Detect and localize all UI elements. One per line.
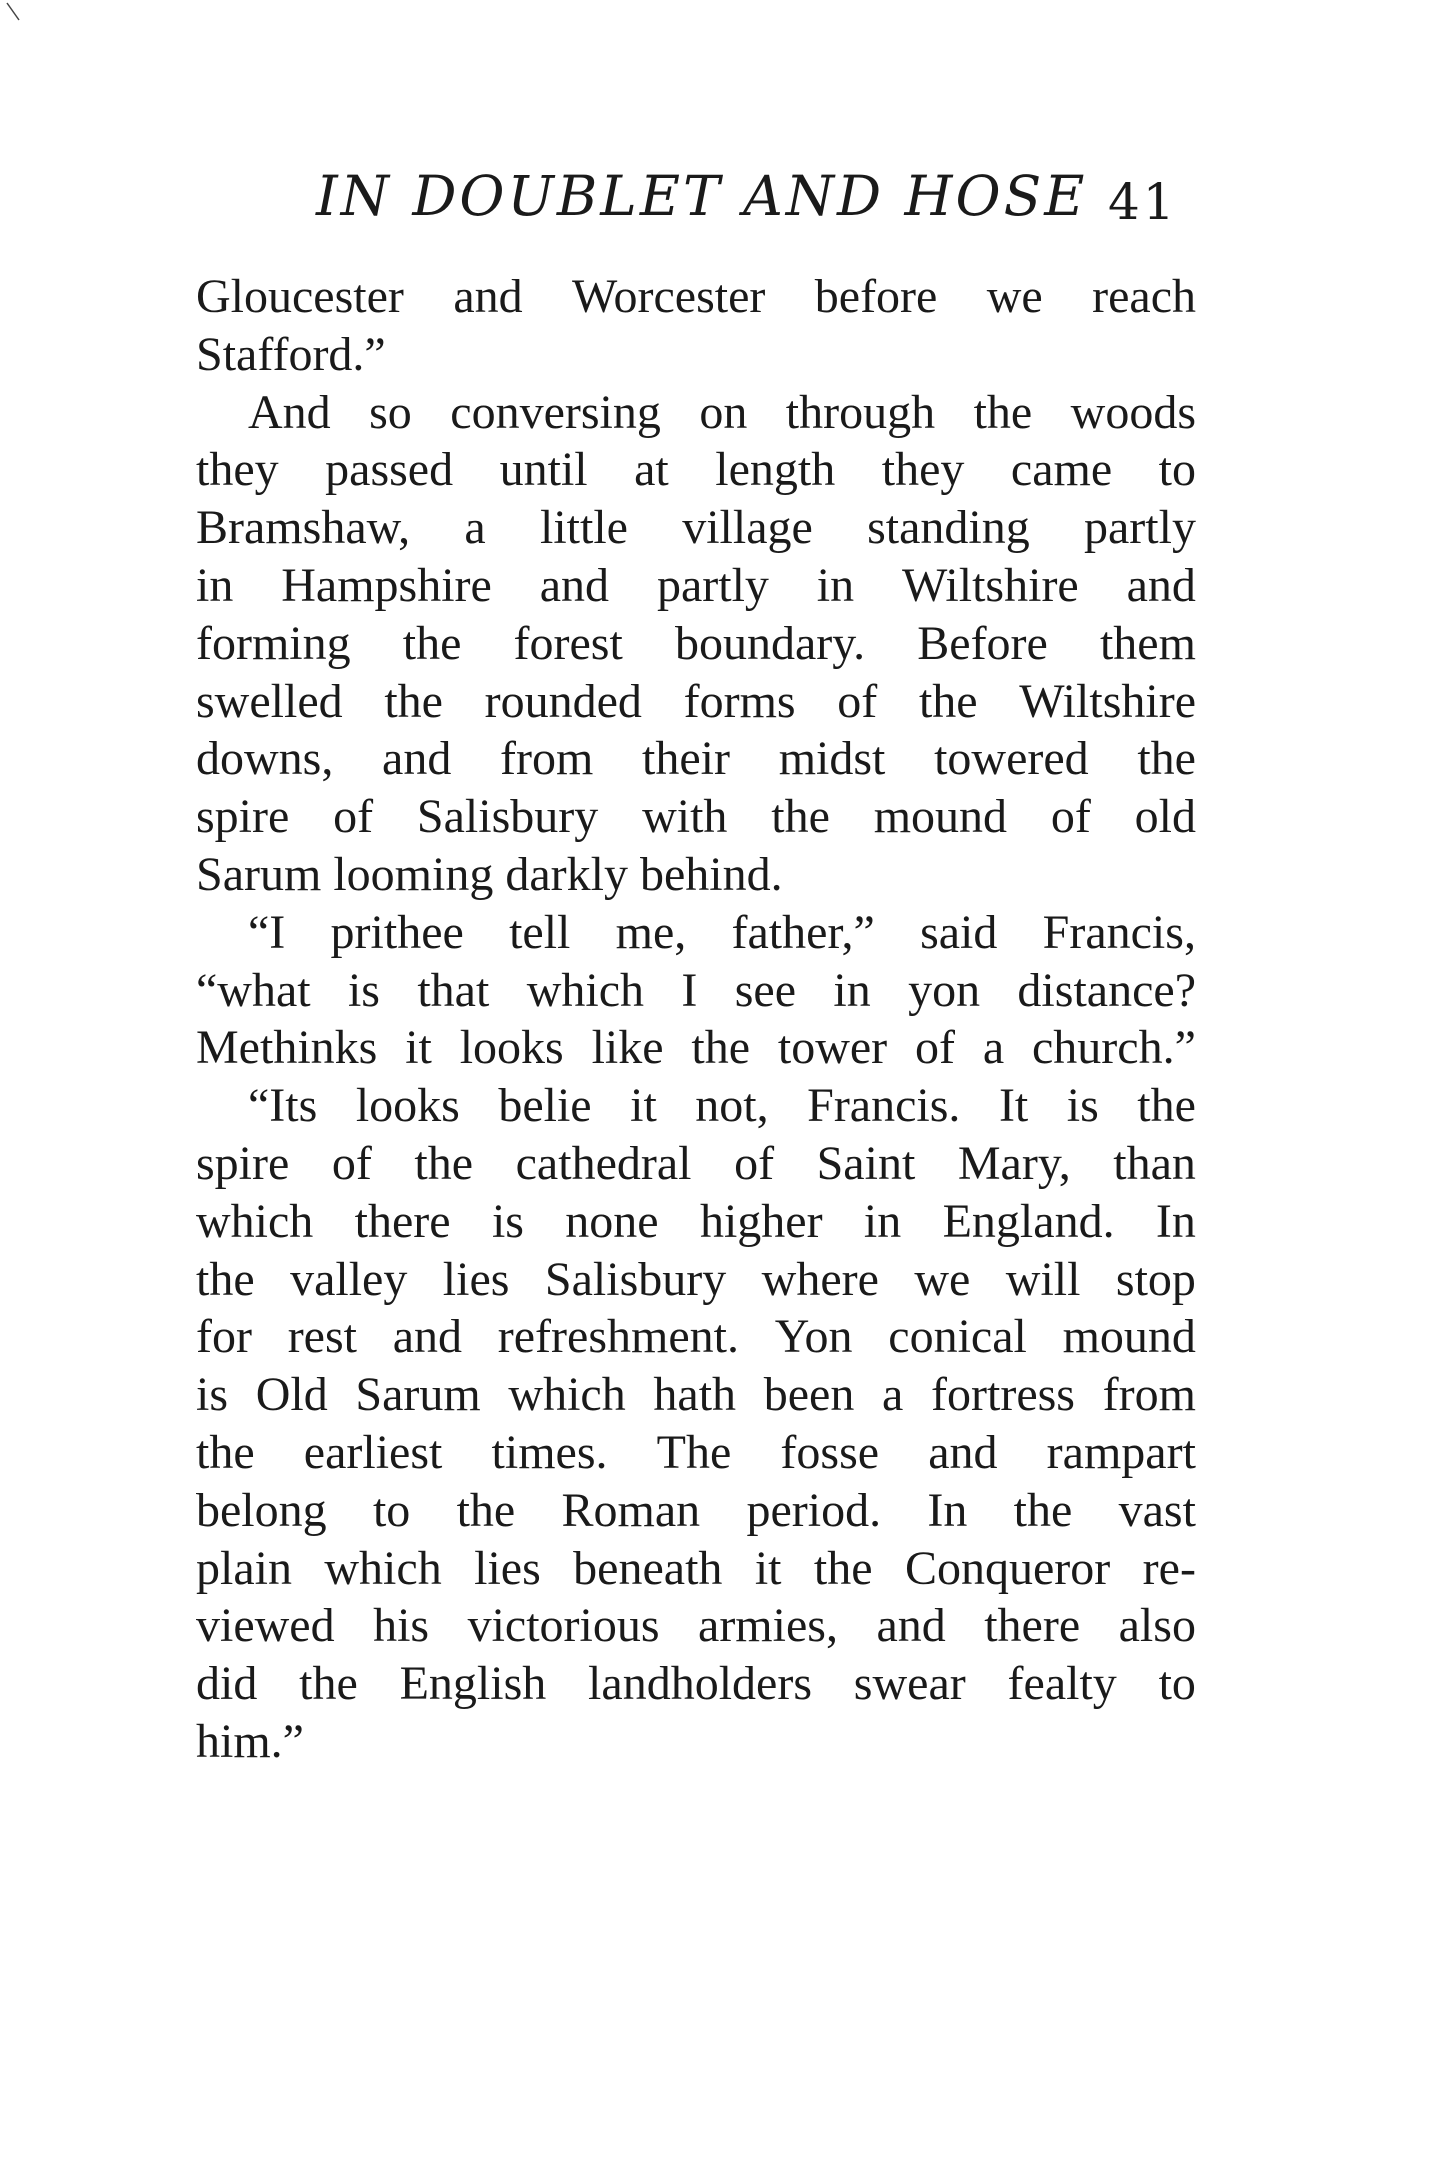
running-head (196, 160, 1196, 232)
text-line (196, 1193, 1196, 1251)
word: will (1005, 1252, 1081, 1306)
word: old (1134, 790, 1196, 844)
word: said (920, 905, 998, 959)
word: in (196, 558, 234, 612)
text-line (196, 1366, 1196, 1424)
word: spire (196, 1136, 290, 1190)
word: with (642, 790, 728, 844)
word: there (984, 1599, 1081, 1653)
word: their (642, 732, 730, 786)
word: Wiltshire (902, 558, 1079, 612)
scan-corner-mark (4, 0, 24, 22)
word: mound (873, 790, 1008, 844)
word: forest (513, 616, 623, 670)
word: we (986, 270, 1043, 323)
word: Salisbury (544, 1252, 727, 1306)
word: is (196, 1368, 229, 1422)
word: the (414, 1136, 474, 1190)
word: swelled (196, 674, 343, 728)
word: conversing (450, 385, 661, 439)
word: from (500, 732, 594, 786)
word: they (881, 443, 965, 497)
word: Worcester (572, 270, 766, 323)
word: it (405, 1021, 432, 1075)
word: vast (1118, 1483, 1196, 1537)
word: until (499, 443, 588, 497)
word: to (1158, 443, 1196, 497)
word: me, (615, 905, 687, 959)
page-number: 41 (1108, 173, 1178, 231)
word: looks (459, 1021, 564, 1075)
word: “Its (248, 1079, 318, 1133)
word: which (508, 1368, 626, 1422)
word: which (324, 1541, 442, 1595)
word: forming (196, 616, 351, 670)
word: in (833, 963, 871, 1017)
word: the (384, 674, 443, 728)
word: Gloucester (196, 270, 404, 323)
word: distance? (1017, 963, 1196, 1017)
word: woods (1070, 385, 1196, 439)
word: of (331, 1136, 372, 1190)
word: not, (695, 1079, 769, 1133)
text-line (196, 326, 1196, 384)
word: the (973, 385, 1033, 439)
text-line (196, 268, 1196, 326)
word: Yon (774, 1310, 853, 1364)
word: the (813, 1541, 873, 1595)
word: stop (1115, 1252, 1196, 1306)
text-line (196, 1655, 1196, 1713)
word: I (681, 963, 698, 1017)
word: Sarum (196, 847, 322, 901)
word: before (814, 270, 938, 323)
word: in (816, 558, 855, 612)
word: the (456, 1483, 516, 1537)
word: the (299, 1657, 358, 1711)
word: than (1113, 1136, 1196, 1190)
word: little (539, 501, 628, 555)
word: Roman (561, 1483, 701, 1537)
word: and (382, 732, 452, 786)
text-line (196, 1597, 1196, 1655)
word: where (761, 1252, 879, 1306)
word: and (928, 1425, 998, 1479)
word: for (196, 1310, 252, 1364)
word: the (691, 1021, 751, 1075)
word: landholders (588, 1657, 812, 1711)
word: hath (653, 1368, 737, 1422)
word: fortress (931, 1368, 1075, 1422)
text-line (196, 441, 1196, 499)
word: rest (287, 1310, 357, 1364)
word: it (630, 1079, 657, 1133)
word: is (491, 1194, 524, 1248)
word: looming (333, 847, 494, 901)
word: father,” (731, 905, 875, 959)
word: And (248, 385, 331, 439)
word: In (927, 1483, 968, 1537)
word: Conqueror (904, 1541, 1111, 1595)
text-line (196, 1251, 1196, 1309)
word: in (863, 1194, 902, 1248)
text-line (196, 1019, 1196, 1077)
text-line (196, 1424, 1196, 1482)
word: standing (867, 501, 1030, 555)
word: Stafford.” (196, 327, 386, 381)
word: rampart (1046, 1425, 1196, 1479)
word: them (1099, 616, 1196, 670)
word: victorious (467, 1599, 660, 1653)
word: from (1102, 1368, 1196, 1422)
body-text (196, 268, 1196, 1771)
word: swear (853, 1657, 966, 1711)
word: period. (746, 1483, 882, 1537)
text-line (196, 730, 1196, 788)
word: England. (942, 1194, 1115, 1248)
text-line (196, 1713, 1196, 1771)
word: of (915, 1021, 955, 1075)
word: partly (1084, 501, 1196, 555)
word: viewed (196, 1599, 335, 1653)
text-line (196, 788, 1196, 846)
word: times. (491, 1425, 608, 1479)
text-line (196, 615, 1196, 673)
word: prithee (330, 905, 464, 959)
text-line (196, 962, 1196, 1020)
text-line (196, 904, 1196, 962)
word: Old (255, 1368, 328, 1422)
word: which (526, 963, 644, 1017)
word: towered (934, 732, 1089, 786)
word: came (1010, 443, 1113, 497)
word: midst (778, 732, 886, 786)
text-line (196, 1540, 1196, 1598)
word: to (372, 1483, 411, 1537)
text-line (196, 673, 1196, 731)
word: of (734, 1136, 775, 1190)
word: the (918, 674, 978, 728)
word: did (196, 1657, 258, 1711)
text-line (196, 499, 1196, 557)
word: we (914, 1252, 971, 1306)
word: that (417, 963, 490, 1017)
word: belie (498, 1079, 592, 1133)
word: like (591, 1021, 664, 1075)
word: plain (196, 1541, 292, 1595)
word: been (763, 1368, 855, 1422)
word: Francis. (807, 1079, 961, 1133)
word: him.” (196, 1714, 304, 1768)
word: his (373, 1599, 430, 1653)
word: the (1137, 1079, 1196, 1133)
word: and (1126, 558, 1196, 612)
word: there (354, 1194, 451, 1248)
word: passed (325, 443, 454, 497)
word: It (998, 1079, 1029, 1133)
word: it (754, 1541, 782, 1595)
word: belong (196, 1483, 327, 1537)
word: The (656, 1425, 732, 1479)
word: fealty (1007, 1657, 1117, 1711)
word: tell (509, 905, 571, 959)
word: to (1158, 1657, 1196, 1711)
word: the (1137, 732, 1196, 786)
word: of (837, 674, 878, 728)
text-line (196, 557, 1196, 615)
word: reach (1092, 270, 1196, 323)
word: yon (908, 963, 981, 1017)
word: of (1050, 790, 1091, 844)
word: In (1155, 1194, 1196, 1248)
word: so (369, 385, 412, 439)
word: valley (290, 1252, 408, 1306)
word: and (392, 1310, 463, 1364)
word: Bramshaw, (196, 501, 411, 555)
text-line (196, 846, 1196, 904)
running-title: IN DOUBLET AND HOSE (316, 164, 1088, 228)
word: Francis, (1042, 905, 1196, 959)
word: darkly (505, 847, 628, 901)
text-line (196, 1482, 1196, 1540)
word: at (634, 443, 669, 497)
word: downs, (196, 732, 334, 786)
word: Sarum (355, 1368, 481, 1422)
word: see (734, 963, 796, 1017)
word: also (1118, 1599, 1196, 1653)
word: armies, (698, 1599, 838, 1653)
word: behind. (639, 847, 783, 901)
word: beneath (573, 1541, 723, 1595)
word: Salisbury (416, 790, 599, 844)
word: conical (888, 1310, 1027, 1364)
word: and (539, 558, 610, 612)
word: the (196, 1425, 255, 1479)
word: re- (1142, 1541, 1196, 1595)
word: and (876, 1599, 946, 1653)
word: a (982, 1021, 1005, 1075)
word: a (464, 501, 486, 555)
word: which (196, 1194, 314, 1248)
word: “I (248, 905, 286, 959)
word: higher (699, 1194, 823, 1248)
word: the (402, 616, 462, 670)
word: Before (917, 616, 1048, 670)
word: of (333, 790, 374, 844)
word: “what (196, 963, 311, 1017)
word: through (785, 385, 936, 439)
word: English (399, 1657, 547, 1711)
word: refreshment. (497, 1310, 739, 1364)
word: the (1013, 1483, 1073, 1537)
word: cathedral (515, 1136, 692, 1190)
text-line (196, 1077, 1196, 1135)
word: spire (196, 790, 290, 844)
text-line (196, 1135, 1196, 1193)
word: rounded (484, 674, 642, 728)
word: is (1066, 1079, 1099, 1133)
word: on (699, 385, 748, 439)
word: a (882, 1368, 904, 1422)
word: they (196, 443, 279, 497)
word: earliest (303, 1425, 443, 1479)
word: is (347, 963, 380, 1017)
text-line (196, 1308, 1196, 1366)
word: church.” (1032, 1021, 1196, 1075)
word: the (771, 790, 830, 844)
word: lies (474, 1541, 541, 1595)
word: none (565, 1194, 659, 1248)
word: fosse (780, 1425, 880, 1479)
word: Mary, (957, 1136, 1071, 1190)
word: tower (777, 1021, 888, 1075)
word: looks (355, 1079, 460, 1133)
word: and (453, 270, 523, 323)
word: partly (656, 558, 769, 612)
word: Saint (816, 1136, 916, 1190)
word: Hampshire (281, 558, 492, 612)
word: village (682, 501, 813, 555)
text-line (196, 384, 1196, 442)
word: the (196, 1252, 255, 1306)
word: lies (442, 1252, 510, 1306)
word: length (715, 443, 836, 497)
word: boundary. (674, 616, 866, 670)
word: mound (1062, 1310, 1196, 1364)
word: Methinks (196, 1021, 378, 1075)
word: Wiltshire (1019, 674, 1196, 728)
word: forms (683, 674, 796, 728)
